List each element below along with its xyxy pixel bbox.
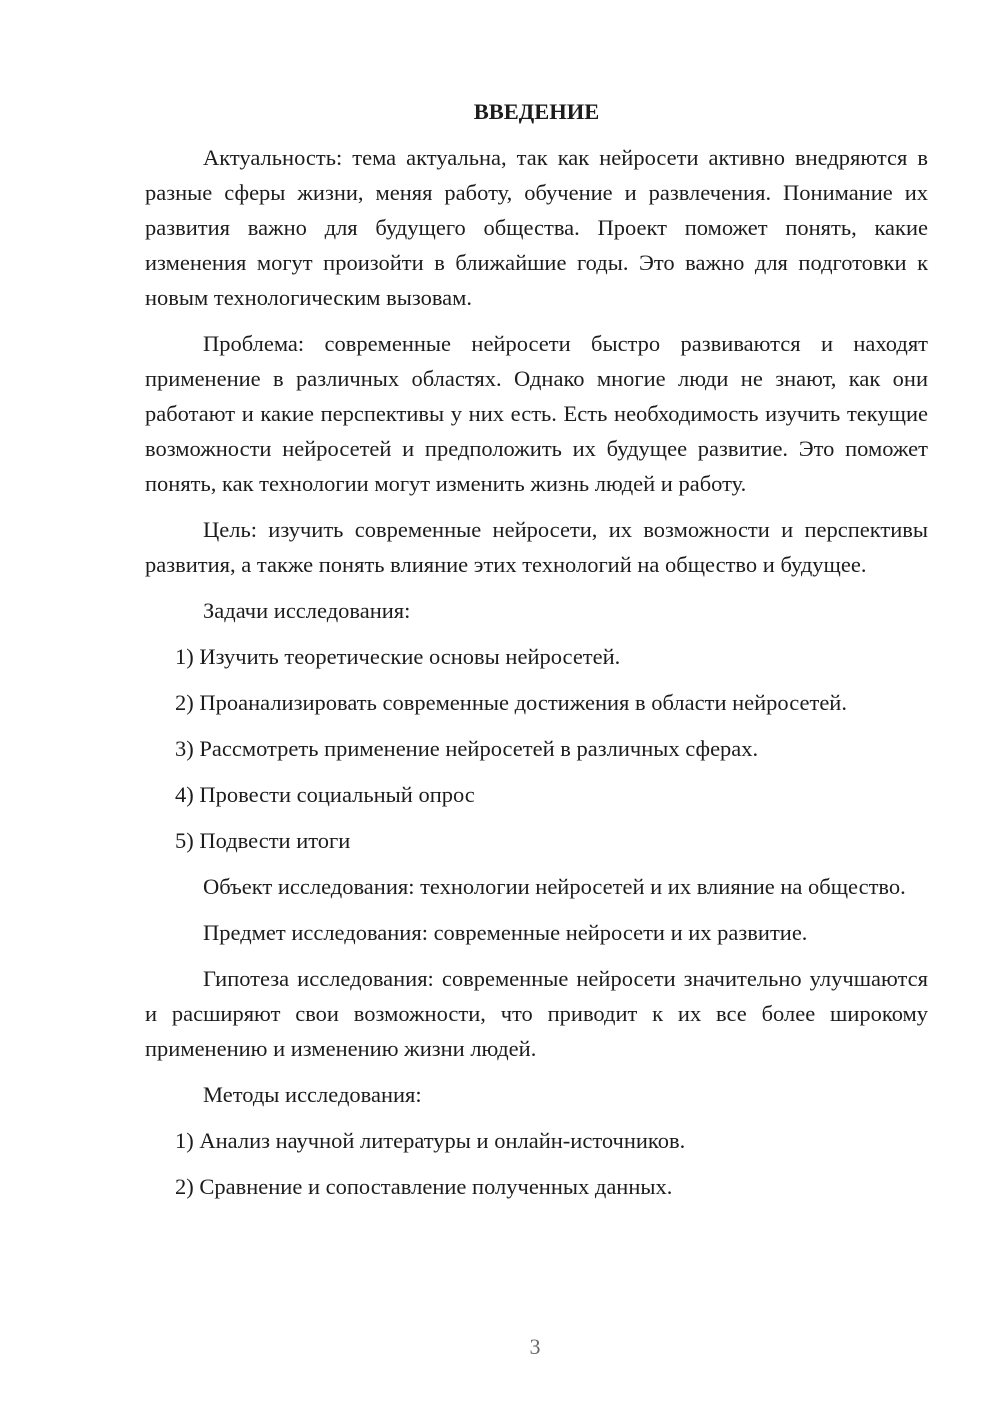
methods-heading: Методы исследования: xyxy=(203,1082,422,1107)
subject-paragraph: Предмет исследования: современные нейросети и их развитие. xyxy=(203,920,808,945)
task-item: 1) Изучить теоретические основы нейросетей. xyxy=(175,644,621,669)
hypothesis-paragraph: Гипотеза исследования: современные нейросети значительно улучшаются и расширяют свои возможности, что приводит к их все более широкому применению и изменению жизни людей. xyxy=(145,966,928,1061)
relevance-paragraph: Актуальность: тема актуальна, так как нейросети активно внедряются в разные сферы жизни, меняя работу, обучение и развлечения. Понимание их развития важно для будущего общества. Проект поможет понять, какие изменения могут произойти в ближайшие годы. Это важно для подготовки к новым технологическим вызовам. xyxy=(145,145,928,310)
page-content xyxy=(145,94,928,1215)
page-number: 3 xyxy=(529,1334,541,1359)
object-paragraph: Объект исследования: технологии нейросетей и их влияние на общество. xyxy=(203,874,906,899)
method-item: 2) Сравнение и сопоставление полученных данных. xyxy=(175,1174,673,1199)
problem-paragraph: Проблема: современные нейросети быстро развиваются и находят применение в различных областях. Однако многие люди не знают, как они работают и какие перспективы у них есть. Есть необходимость изучить текущие возможности нейросетей и предположить их будущее развитие. Это поможет понять, как технологии могут изменить жизнь людей и работу. xyxy=(145,331,928,496)
task-item: 3) Рассмотреть применение нейросетей в различных сферах. xyxy=(175,736,759,761)
task-item: 2) Проанализировать современные достижения в области нейросетей. xyxy=(175,690,847,715)
tasks-heading: Задачи исследования: xyxy=(203,598,411,623)
goal-paragraph: Цель: изучить современные нейросети, их возможности и перспективы развития, а также понять влияние этих технологий на общество и будущее. xyxy=(145,517,928,577)
task-item: 4) Провести социальный опрос xyxy=(175,782,475,807)
task-item: 5) Подвести итоги xyxy=(175,828,351,853)
section-title: ВВЕДЕНИЕ xyxy=(473,99,600,124)
method-item: 1) Анализ научной литературы и онлайн-источников. xyxy=(175,1128,686,1153)
